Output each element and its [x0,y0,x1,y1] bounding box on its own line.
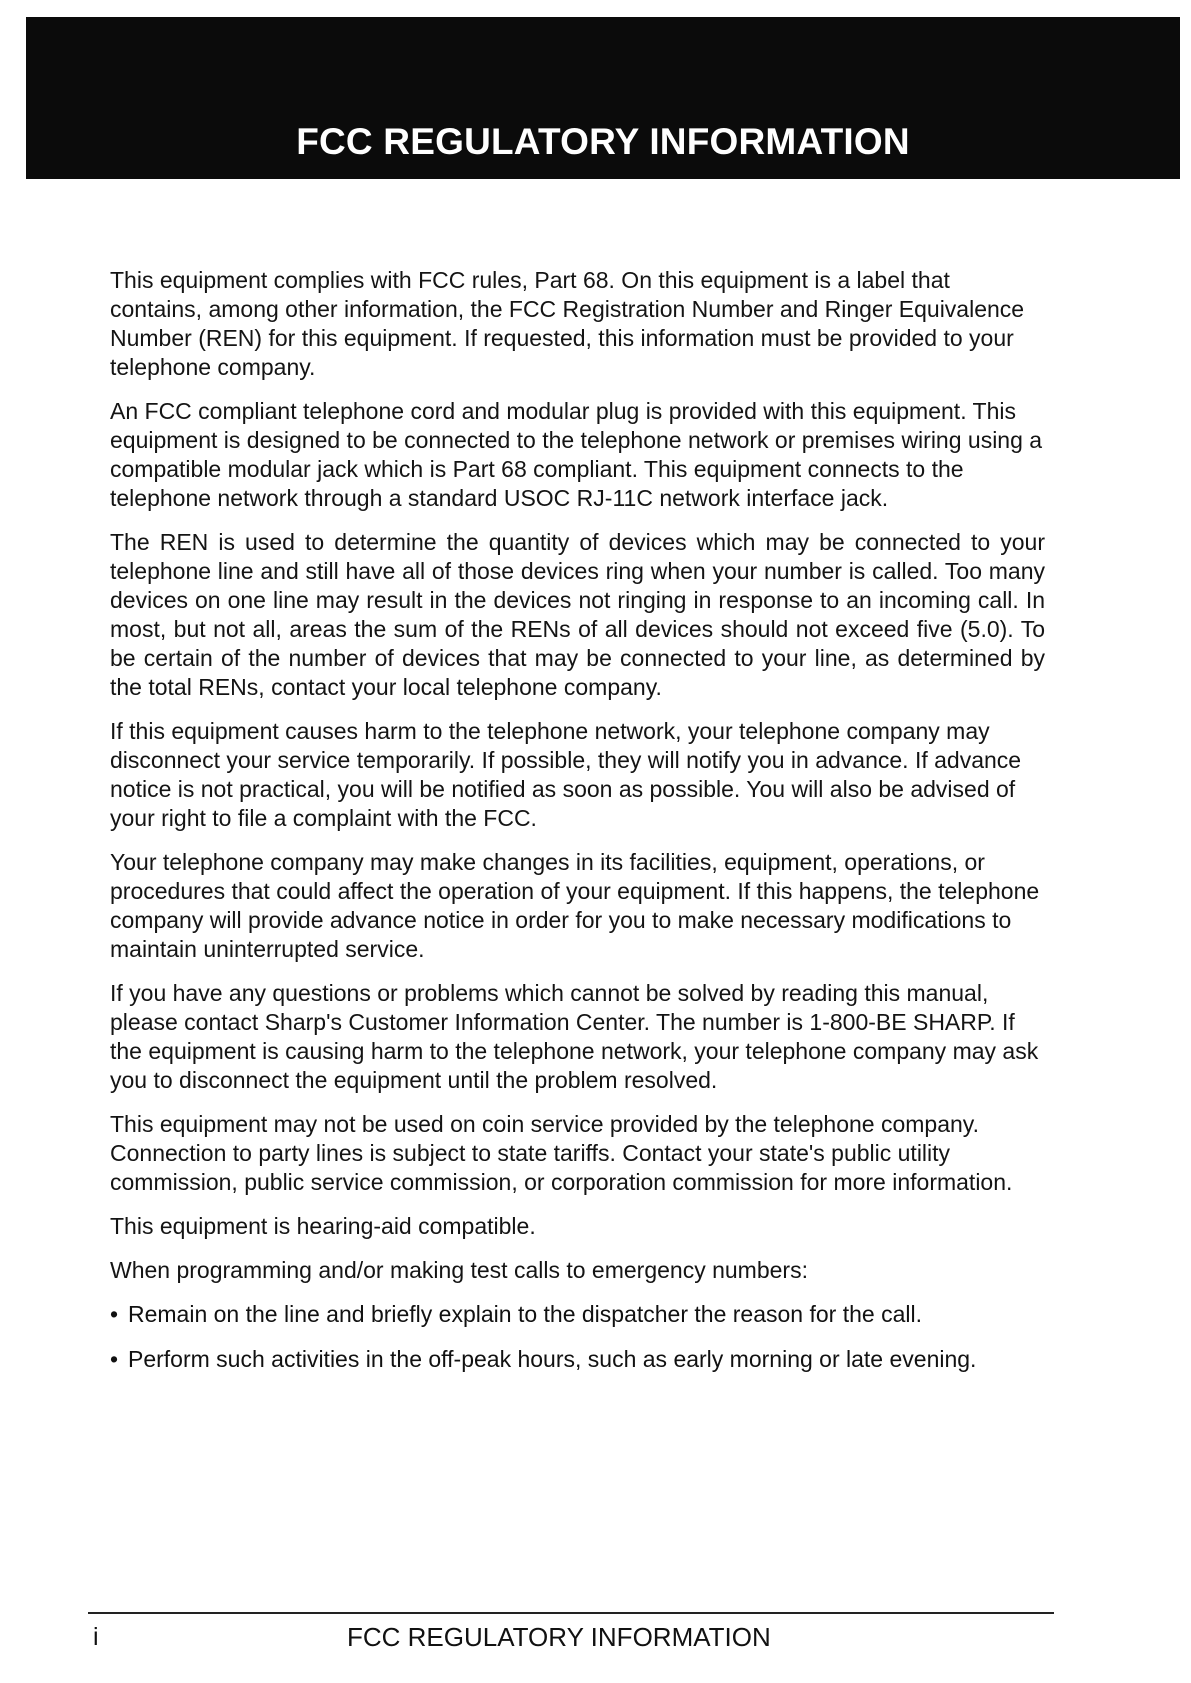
paragraph-part68-label: This equipment complies with FCC rules, Part 68. On this equipment is a label that contains, among other information, the FCC Registration Number and Ringer Equivalence Number (REN) for this equipment. If requested, this information must be provided to your telephone company. [110,267,1025,380]
bullet-marker: • [110,1301,119,1327]
header-banner [26,17,1180,179]
paragraph-telephone-cord: An FCC compliant telephone cord and modular plug is provided with this equipment. This equipment is designed to be connected to the telephone network or premises wiring using a compatible modular jack which is Part 68 compliant. This equipment connects to the telephone network through a standard USOC RJ-11C network interface jack. [110,398,1043,511]
paragraph-customer-center: If you have any questions or problems which cannot be solved by reading this manual, please contact Sharp's Customer Information Center. The number is 1-800-BE SHARP. If the equipment is causing harm to the telephone network, your telephone company may ask you to disconnect the equipment until the problem resolved. [110,980,1039,1093]
footer-title: FCC REGULATORY INFORMATION [347,1622,771,1652]
document-body [110,266,1045,1390]
bullet-marker: • [110,1346,119,1372]
page-title: FCC REGULATORY INFORMATION [296,121,910,162]
paragraph-emergency-intro: When programming and/or making test calls to emergency numbers: [110,1257,808,1283]
paragraph-coin-service: This equipment may not be used on coin service provided by the telephone company. Connection to party lines is subject to state tariffs. Contact your state's public utility commission, public service commission, or corporation commission for more information. [110,1111,1013,1195]
paragraph-network-harm: If this equipment causes harm to the telephone network, your telephone company may disconnect your service temporarily. If possible, they will notify you in advance. If advance notice is not practical, you will be notified as soon as possible. You will also be advised of your right to file a complaint with the FCC. [110,718,1022,831]
emergency-bullet-list [110,1300,1045,1374]
paragraph-hearing-aid: This equipment is hearing-aid compatible. [110,1213,536,1239]
bullet-text: Perform such activities in the off-peak hours, such as early morning or late evening. [128,1346,977,1372]
footer-page-number: i [93,1623,99,1651]
list-item [110,1345,1045,1374]
bullet-text: Remain on the line and briefly explain to the dispatcher the reason for the call. [128,1301,922,1327]
paragraph-ren: The REN is used to determine the quantity of devices which may be connected to your telephone line and still have all of those devices ring when your number is called. Too many devices on one line may result in the devices not ringing in response to an incoming call. In most, but not all, areas the sum of the RENs of all devices should not exceed five (5.0). To be certain of the number of devices that may be connected to your line, as determined by the total RENs, contact your local telephone company. [110,529,1045,700]
paragraph-company-changes: Your telephone company may make changes in its facilities, equipment, operations, or procedures that could affect the operation of your equipment. If this happens, the telephone company will provide advance notice in order for you to make necessary modifications to maintain uninterrupted service. [110,849,1040,962]
footer-divider [88,1612,1054,1614]
list-item [110,1300,1045,1329]
